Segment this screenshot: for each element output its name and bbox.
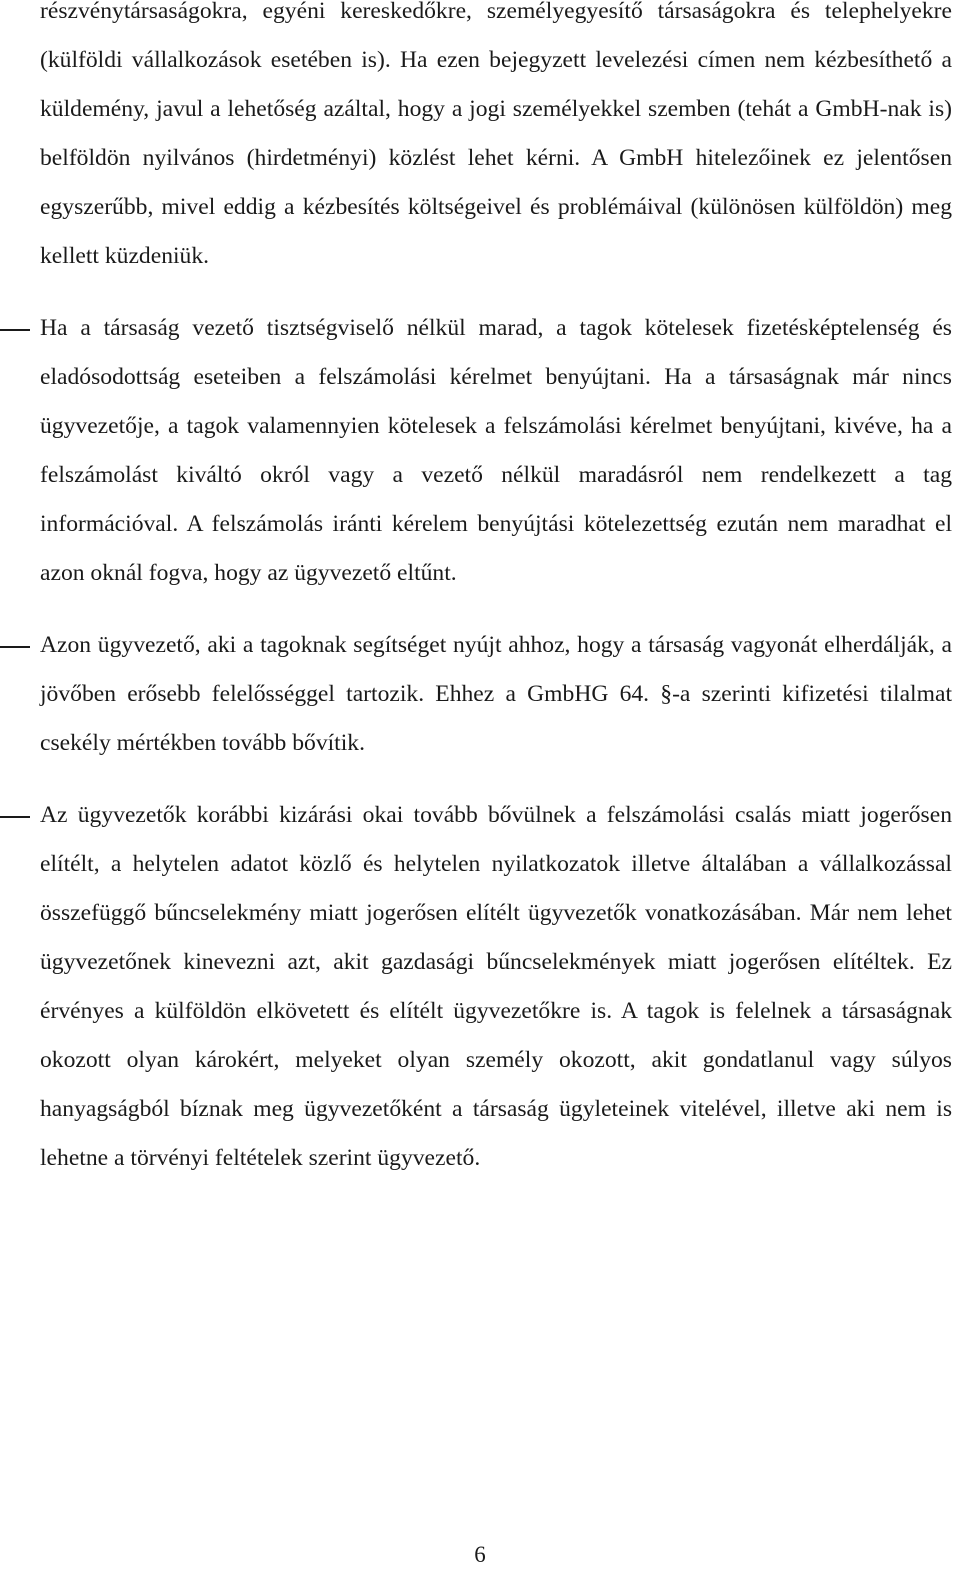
page-number: 6 <box>474 1542 486 1567</box>
dash-bullet-icon <box>0 646 30 648</box>
bullet-text: Az ügyvezetők korábbi kizárási okai tovább bővülnek a felszámolási csalás miatt jogerősen elítélt, a helytelen adatot közlő és helytelen nyilatkozatok illetve általában a vállalkozással összefüggő bűncselekmény miatt jogerősen elítélt ügyvezetők vonatkozásában. Már nem lehet ügyvezetőnek kinevezni azt, akit gazdasági bűncselekmények miatt jogerősen elítéltek. Ez érvényes a külföldön elkövetett és elítélt ügyvezetőkre is. A tagok is felelnek a társaságnak okozott olyan károkért, melyeket olyan személy okozott, akit gondatlanul vagy súlyos hanyagságból bíznak meg ügyvezetőként a társaság ügyleteinek vitelével, illetve aki nem is lehetne a törvényi feltételek szerint ügyvezető. <box>40 802 952 1171</box>
dash-bullet-icon <box>0 816 30 818</box>
document-page <box>40 0 952 1183</box>
bullet-item <box>40 304 952 598</box>
bullet-item <box>40 791 952 1183</box>
bullet-text: Ha a társaság vezető tisztségviselő nélkül marad, a tagok kötelesek fizetésképtelenség és eladósodottság eseteiben a felszámolási kérelmet benyújtani. Ha a társaságnak már nincs ügyvezetője, a tagok valamennyien kötelesek a felszámolási kérelmet benyújtani, kivéve, ha a felszámolást kiváltó okról vagy a vezető nélkül maradásról nem rendelkezett a tag információval. A felszámolás iránti kérelem benyújtási kötelezettség ezután nem maradhat el azon oknál fogva, hogy az ügyvezető eltűnt. <box>40 315 952 586</box>
bullet-item <box>40 621 952 768</box>
intro-paragraph: részvénytársaságokra, egyéni kereskedőkre, személyegyesítő társaságokra és telephelyekre (külföldi vállalkozások esetében is). Ha ezen bejegyzett levelezési címen nem kézbesíthető a küldemény, javul a lehetőség azáltal, hogy a jogi személyekkel szemben (tehát a GmbH-nak is) belföldön nyilvános (hirdetményi) közlést lehet kérni. A GmbH hitelezőinek ez jelentősen egyszerűbb, mivel eddig a kézbesítés költségeivel és problémáival (különösen külföldön) meg kellett küzdeniük. <box>40 0 952 269</box>
dash-bullet-icon <box>0 329 30 331</box>
bullet-text: Azon ügyvezető, aki a tagoknak segítséget nyújt ahhoz, hogy a társaság vagyonát elherdálják, a jövőben erősebb felelősséggel tartozik. Ehhez a GmbHG 64. §-a szerinti kifizetési tilalmat csekély mértékben tovább bővítik. <box>40 632 952 756</box>
